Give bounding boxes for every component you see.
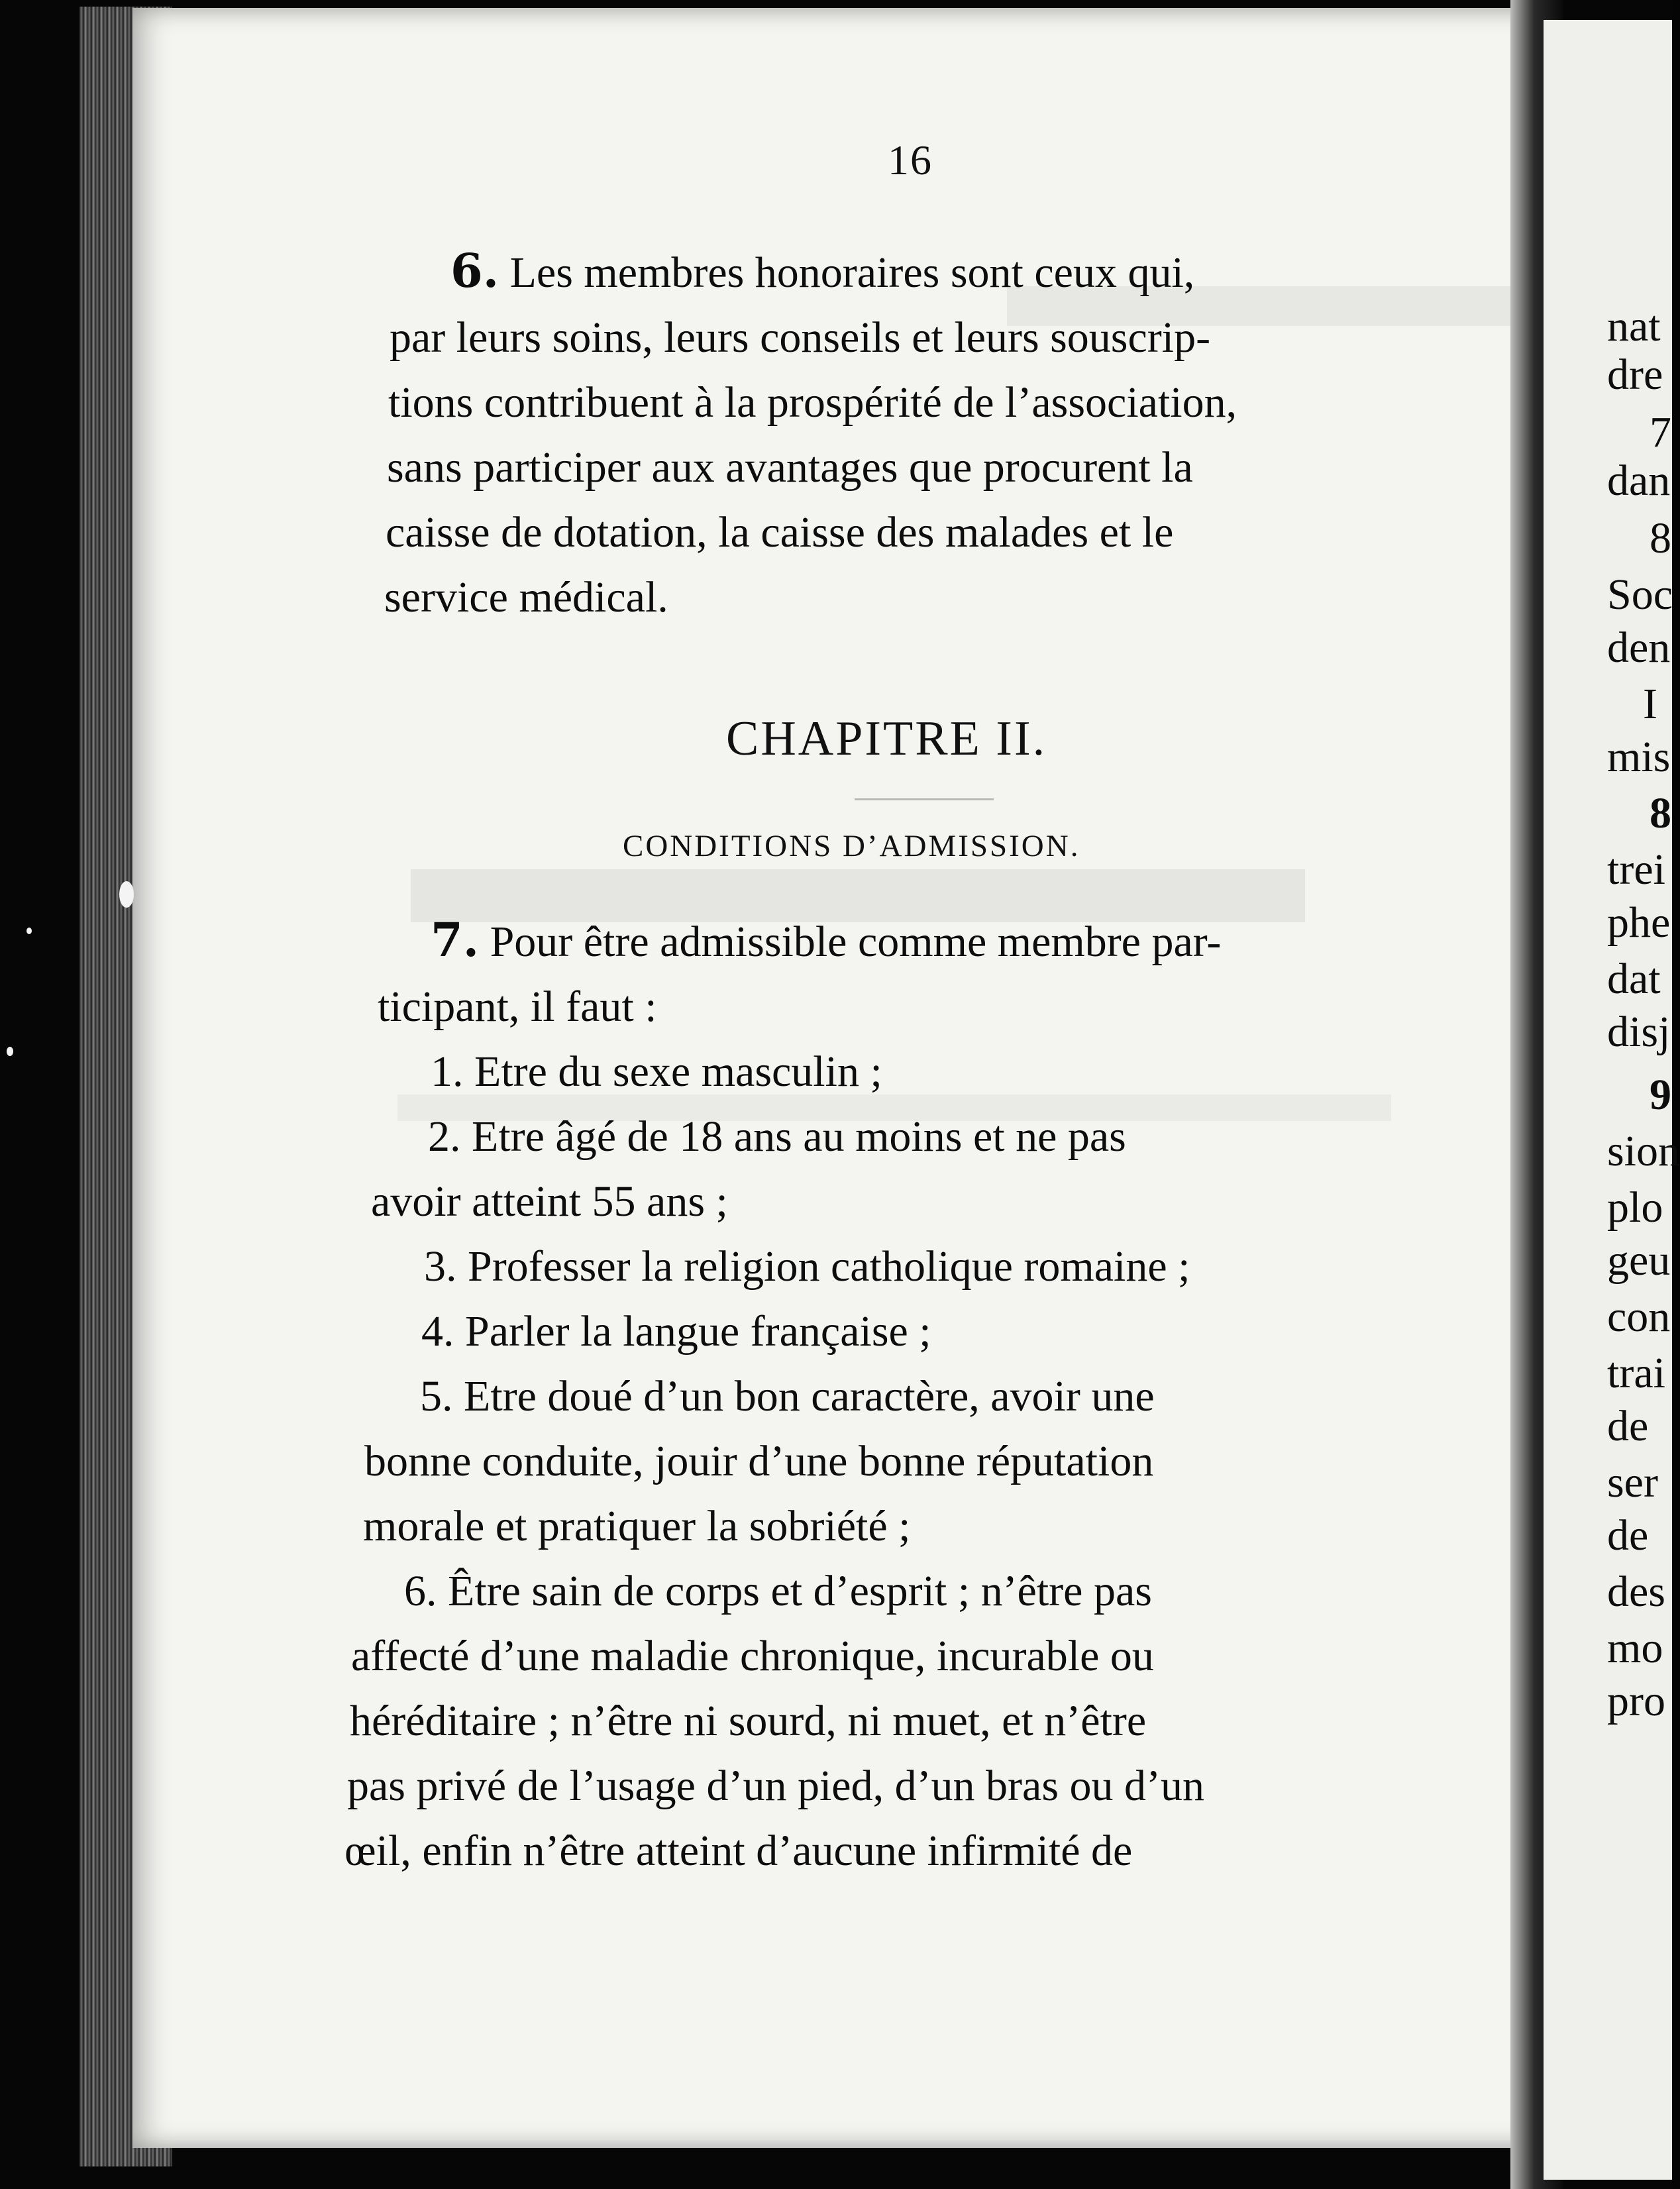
right-page-fragment: trei <box>1607 845 1665 894</box>
chapter-title: CHAPITRE II. <box>726 712 1047 766</box>
right-page-fragment: 8 <box>1650 514 1671 562</box>
article-6-line: 6. Les membres honoraires sont ceux qui, <box>450 243 1195 298</box>
article-7-line: œil, enfin n’être atteint d’aucune infirmité de <box>344 1827 1133 1875</box>
article-7-line: affecté d’une maladie chronique, incurable ou <box>351 1632 1154 1680</box>
right-page-fragment: 9 <box>1650 1071 1671 1119</box>
article-7 <box>344 908 1222 1884</box>
right-page-fragment: phe <box>1607 898 1671 947</box>
right-page-fragment: trai <box>1607 1349 1665 1397</box>
dust-speck <box>26 928 32 934</box>
article-7-line: 7. Pour être admissible comme membre par- <box>431 912 1222 967</box>
right-page-fragment: dan <box>1607 456 1671 505</box>
article-6-line: tions contribuent à la prospérité de l’association, <box>388 378 1237 427</box>
article-7-line: 6. Être sain de corps et d’esprit ; n’être pas <box>404 1567 1152 1615</box>
article-6-line: caisse de dotation, la caisse des malades et le <box>386 508 1174 557</box>
right-page-fragment: geu <box>1607 1236 1671 1285</box>
article-7-line: 1. Etre du sexe masculin ; <box>431 1047 882 1096</box>
article-7-line: 2. Etre âgé de 18 ans au moins et ne pas <box>428 1112 1126 1161</box>
dust-speck <box>119 881 134 908</box>
article-7-line: pas privé de l’usage d’un pied, d’un bras ou d’un <box>347 1762 1204 1810</box>
article-number: 7. <box>431 912 480 967</box>
right-page-fragment: des <box>1607 1568 1665 1616</box>
article-7-line: 5. Etre doué d’un bon caractère, avoir une <box>420 1372 1155 1420</box>
right-page-fragment: disj <box>1607 1008 1671 1056</box>
dust-speck <box>7 1047 13 1056</box>
right-page-fragment: Soc <box>1607 570 1673 619</box>
right-page-fragment: ser <box>1607 1458 1658 1507</box>
chapter-divider <box>855 798 994 800</box>
article-7-line: bonne conduite, jouir d’une bonne réputation <box>364 1437 1154 1485</box>
article-6-line: service médical. <box>384 573 668 621</box>
article-number: 6. <box>450 243 499 298</box>
right-page-fragment: dat <box>1607 955 1661 1003</box>
chapter-subtitle: CONDITIONS D’ADMISSION. <box>623 829 1080 863</box>
right-page-fragment: plo <box>1607 1183 1663 1232</box>
right-page-fragment: de <box>1607 1511 1649 1560</box>
article-7-line: 3. Professer la religion catholique romaine ; <box>424 1242 1190 1291</box>
right-page-fragment: den <box>1607 623 1671 672</box>
right-page-fragment: I <box>1643 680 1657 728</box>
page-number: 16 <box>888 136 933 184</box>
right-page-fragment: de <box>1607 1402 1649 1450</box>
article-7-line: ticipant, il faut : <box>378 983 657 1031</box>
article-7-line: héréditaire ; n’être ni sourd, ni muet, et n’être <box>350 1697 1147 1745</box>
right-page-fragment: dre <box>1607 350 1663 399</box>
right-page-fragment: nat <box>1607 302 1661 350</box>
right-page-fragment: mis <box>1607 733 1671 781</box>
right-page-fragment: 7 <box>1650 408 1671 456</box>
right-page-fragment: mo <box>1607 1624 1663 1672</box>
article-6-line: sans participer aux avantages que procurent la <box>387 443 1193 492</box>
right-page-fragment: pro <box>1607 1677 1665 1725</box>
article-6 <box>384 239 1237 630</box>
right-page-fragment: sion <box>1607 1127 1680 1175</box>
article-7-line: 4. Parler la langue française ; <box>421 1307 931 1356</box>
article-6-line: par leurs soins, leurs conseils et leurs souscrip- <box>390 313 1211 362</box>
right-page-fragment: con <box>1607 1293 1671 1341</box>
article-7-line: morale et pratiquer la sobriété ; <box>363 1502 911 1550</box>
article-7-line: avoir atteint 55 ans ; <box>371 1177 728 1226</box>
right-page-fragment: 8 <box>1650 789 1671 837</box>
